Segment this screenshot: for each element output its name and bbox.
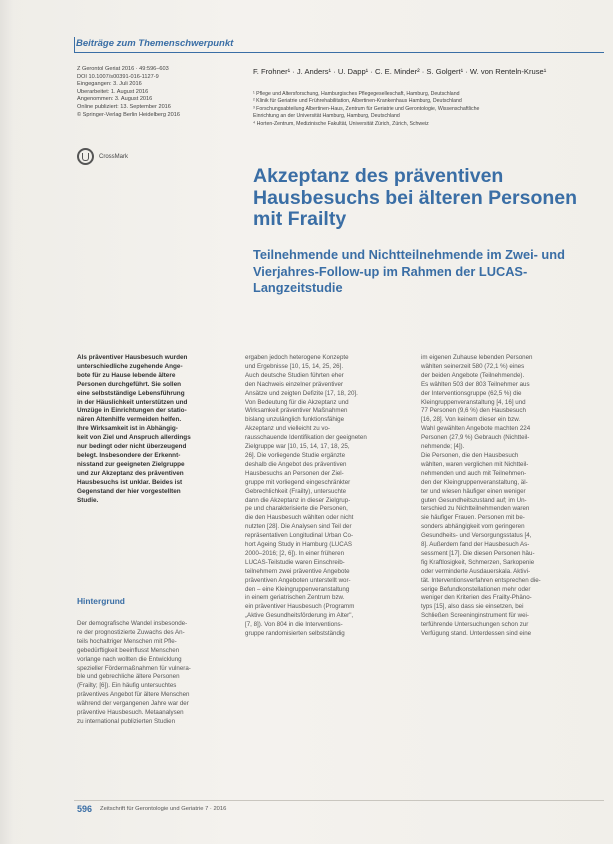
- body-text-line: fig Kraftlosigkeit, Schmerzen, Sarkopenie: [421, 558, 535, 566]
- abstract-line: Gegenstand der hier vorgestellten: [77, 487, 181, 495]
- metadata-line: Eingegangen: 3. Juli 2016: [77, 81, 142, 88]
- body-text-line: der Interventionsgruppe (62,5 %) die: [421, 389, 522, 397]
- body-text-line: wählten seinerzeit 580 (72,1 %) eines: [421, 362, 525, 370]
- body-text-line: bislang unzulänglich funktionsfähige: [245, 416, 345, 424]
- body-text-line: repräsentativen Longitudinal Urban Co-: [245, 532, 354, 540]
- body-text-line: Kleingruppenveranstaltung [4, 16] und: [421, 398, 526, 406]
- affiliation-line: ⁴ Horten-Zentrum, Medizinische Fakultät, Universität Zürich, Zürich, Schweiz: [253, 120, 429, 127]
- body-text-line: ergaben jedoch heterogene Konzepte: [245, 354, 349, 361]
- body-column-1: [77, 620, 227, 727]
- body-text-line: ter und wiesen häufiger einen weniger: [421, 487, 526, 495]
- body-text-line: LUCAS-Teilstudie waren Einschreib-: [245, 558, 345, 566]
- affiliation-line: ² Klinik für Geriatrie und Frührehabilitation, Albertinen-Krankenhaus Hamburg, Deutschland: [253, 98, 462, 105]
- body-text-line: Ansätze und zeigten Defizite [17, 18, 20].: [245, 389, 358, 397]
- body-text-line: und Ergebnisse [10, 15, 14, 25, 26].: [245, 362, 344, 370]
- affiliation-line: Einrichtung an der Universität Hamburg, Hamburg, Deutschland: [253, 113, 400, 120]
- body-column-2: [245, 354, 413, 639]
- body-text-line: Personen (27,9 %) Gebrauch (Nichtteil-: [421, 434, 530, 442]
- section-header: [74, 37, 604, 53]
- body-text-line: wählten, waren verglichen mit Nichtteil-: [421, 460, 529, 468]
- article-metadata: [77, 66, 247, 119]
- abstract-line: Als präventiver Hausbesuch wurden: [77, 354, 188, 361]
- body-text-line: sie häufiger Frauen. Personen mit be-: [421, 514, 525, 522]
- body-text-line: den – eine Kleingruppenveranstaltung: [245, 585, 350, 593]
- body-text-line: die den Hausbesuch wählten oder nicht: [245, 514, 354, 522]
- page-shadow: [0, 0, 14, 844]
- body-text-line: pe und charakterisierte die Personen,: [245, 505, 348, 513]
- body-text-line: Schließen Screeninginstrument für wei-: [421, 612, 529, 620]
- abstract-line: nären Altenhilfe vermeiden helfen.: [77, 416, 182, 424]
- body-text-line: guten Gesundheitszustand auf; im Un-: [421, 496, 527, 504]
- body-text-line: gruppe randomisierten selbstständig: [245, 630, 345, 638]
- body-text-line: Gebrechlichkeit (Frailty), untersuchte: [245, 487, 347, 495]
- body-text-line: [16, 28]. Von keinem dieser ein bzw.: [421, 416, 521, 424]
- abstract-line: nisstand zur geeigneten Zielgruppe: [77, 460, 185, 468]
- body-text-line: zu international publizierten Studien: [77, 717, 176, 725]
- body-text-line: vorlange nach wollten die Entwicklung: [77, 655, 182, 663]
- body-text-line: 8]. Außerdem fand der Hausbesuch As-: [421, 541, 530, 549]
- body-text-line: spezieller Fördermaßnahmen für vulnera-: [77, 664, 191, 672]
- body-text-line: Verfügung stand. Unterdessen sind eine: [421, 630, 532, 638]
- body-text-line: präventives Angebot für ältere Menschen: [77, 691, 190, 699]
- affiliation-line: ¹ Pflege und Altersforschung, Hamburgisches Pflegegeselleschaft, Hamburg, Deutschland: [253, 91, 460, 97]
- journal-name: Zeitschrift für Gerontologie und Geriatrie 7 · 2016: [100, 806, 227, 812]
- body-text-line: dann die Akzeptanz in dieser Zielgrup-: [245, 496, 351, 504]
- metadata-line: Online publiziert: 13. September 2016: [77, 103, 171, 110]
- body-text-line: gruppe mit vorliegend eingeschränkter: [245, 478, 351, 486]
- body-text-line: 26]. Die vorliegende Studie ergänzte: [245, 451, 346, 459]
- body-text-line: sonders abhängigkeit vom geringeren: [421, 523, 525, 531]
- body-text-line: den der Kleingruppenveranstaltung, äl-: [421, 478, 528, 486]
- abstract-line: in der Häuslichkeit unterstützen und: [77, 398, 188, 406]
- abstract-line: Personen durchgeführt. Sie sollen: [77, 380, 182, 388]
- body-text-line: 77 Personen (9,6 %) den Hausbesuch: [421, 407, 526, 415]
- body-text-line: deshalb die Angebot des präventiven: [245, 460, 347, 468]
- crossmark-icon: [77, 148, 94, 165]
- body-text-line: der beiden Angebote (Teilnehmende).: [421, 371, 525, 379]
- abstract-line: nur bedingt oder nicht überzeugend: [77, 443, 187, 451]
- author-list: F. Frohner¹ · J. Anders¹ · U. Dapp¹ · C. E. Minder² · S. Golgert¹ · W. von Renteln-Kruse¹: [253, 67, 547, 76]
- body-text-line: nehmende; [4]).: [421, 443, 465, 451]
- page-footer: [77, 804, 226, 814]
- body-text-line: Gesundheits- und Versorgungsstatus [4,: [421, 532, 532, 540]
- body-text-line: Hausbesuchs an Personen der Ziel-: [245, 469, 344, 477]
- footer-rule: [74, 800, 604, 801]
- body-text-line: [7, 8]). Von 804 in die Interventions-: [245, 621, 343, 629]
- body-text-line: im eigenen Zuhause lebenden Personen: [421, 354, 533, 361]
- abstract: [77, 354, 227, 505]
- body-text-line: nehmenden und auch mit Teilnehmen-: [421, 469, 527, 477]
- abstract-line: Umzüge in Einrichtungen der statio-: [77, 407, 187, 415]
- body-text-line: ble und gebrechliche ältere Personen: [77, 673, 180, 681]
- body-text-line: Wirksamkeit präventiver Maßnahmen: [245, 407, 348, 415]
- affiliation-line: ³ Forschungsabteilung Albertinen-Haus, Zentrum für Geriatrie und Gerontologie, Wissenschaftliche: [253, 105, 480, 112]
- body-text-line: Von Bedeutung für die Akzeptanz und: [245, 398, 349, 406]
- body-text-line: typs [15], also dass sie einsetzen, bei: [421, 603, 524, 611]
- body-column-3: [421, 354, 589, 639]
- body-text-line: terführende Untersuchungen schon zur: [421, 621, 529, 629]
- body-text-line: sessment [17]. Die diesen Personen häu-: [421, 549, 535, 557]
- article-subtitle: Teilnehmende und Nichtteilnehmende im Zwei- und Vierjahres-Follow-up im Rahmen der LUCAS-Langzeitstudie: [253, 247, 565, 295]
- body-text-line: ein präventiver Hausbesuch (Programm: [245, 603, 355, 611]
- body-text-line: in einem geriatrischen Zentrum bzw.: [245, 594, 345, 602]
- abstract-line: und zur Akzeptanz des präventiven: [77, 469, 184, 477]
- body-text-line: Akzeptanz und vielleicht zu vo-: [245, 425, 330, 433]
- body-text-line: präventive Hausbesuch. Metaanalysen: [77, 709, 184, 717]
- body-text-line: teilnehmern zwei präventive Angebote: [245, 567, 350, 575]
- body-text-line: gebedürftigkeit beeinflusst Menschen: [77, 646, 180, 654]
- body-text-line: Zielgruppe war [10, 15, 14, 17, 18, 25,: [245, 443, 350, 451]
- body-text-line: oder verminderte Ausdauerskala. Aktivi-: [421, 567, 531, 575]
- body-text-line: Wahl gewählten Angebote machten 224: [421, 425, 531, 433]
- body-text-line: serige Befundkonstellationen mehr oder: [421, 585, 531, 593]
- body-text-line: teils hochaltriger Menschen mit Pfle-: [77, 637, 177, 645]
- abstract-line: eine selbstständige Lebensführung: [77, 389, 185, 397]
- abstract-line: Hausbesuchs ist unklar. Beides ist: [77, 478, 183, 486]
- body-text-line: weniger den Kriterien des Frailty-Phäno-: [421, 594, 532, 602]
- metadata-line: © Springer-Verlag Berlin Heidelberg 2016: [77, 111, 181, 118]
- body-text-line: Der demografische Wandel insbesonde-: [77, 620, 188, 627]
- crossmark-badge[interactable]: [77, 148, 128, 165]
- body-text-line: während der vergangenen Jahre war der: [77, 700, 189, 708]
- body-text-line: terschied zu Nichtteilnehmenden waren: [421, 505, 530, 513]
- metadata-line: DOI 10.1007/s00391-016-1127-9: [77, 73, 159, 80]
- body-text-line: „Aktive Gesundheitsförderung im Alter",: [245, 612, 354, 620]
- page-number: 596: [77, 804, 93, 814]
- abstract-line: bote für zu Hause lebende ältere: [77, 371, 176, 379]
- body-text-line: rausschauende Identifikation der geeigneten: [245, 434, 367, 442]
- body-text-line: tät. Interventionsverfahren entsprechen die-: [421, 576, 541, 584]
- body-text-line: den Nachweis einzelner präventiver: [245, 380, 344, 388]
- body-text-line: Die Personen, die den Hausbesuch: [421, 451, 519, 459]
- metadata-line: Überarbeitet: 1. August 2016: [77, 88, 149, 95]
- section-heading-hintergrund: Hintergrund: [77, 596, 125, 606]
- metadata-line: Z Gerontol Geriat 2016 · 49:596–603: [77, 66, 169, 72]
- abstract-line: Ihre Wirksamkeit ist in Abhängig-: [77, 425, 178, 433]
- body-text-line: hort Ageing Study in Hamburg (LUCAS: [245, 541, 352, 549]
- section-header-rule: [74, 37, 75, 53]
- crossmark-label: CrossMark: [99, 153, 129, 160]
- article-title: Akzeptanz des präventiven Hausbesuchs bei älteren Personen mit Frailty: [253, 165, 578, 230]
- body-text-line: Auch deutsche Studien führten eher: [245, 371, 344, 379]
- body-text-line: nutzten [28]. Die Analysen sind Teil der: [245, 523, 352, 531]
- abstract-line: unterschiedliche zugehende Ange-: [77, 362, 183, 370]
- body-text-line: Es wählten 503 der 803 Teilnehmer aus: [421, 380, 530, 388]
- section-label: Beiträge zum Themenschwerpunkt: [76, 38, 234, 49]
- metadata-line: Angenommen: 3. August 2016: [77, 96, 153, 103]
- affiliations: [253, 91, 598, 128]
- body-text-line: (Frailty; [6]). Ein häufig untersuchtes: [77, 682, 177, 690]
- body-text-line: re der prognostizierte Zuwachs des An-: [77, 628, 185, 636]
- abstract-line: Studie.: [77, 496, 99, 504]
- body-text-line: präventiven Angeboten unterstellt wor-: [245, 576, 351, 584]
- abstract-line: belegt. Insbesondere der Erkennt-: [77, 451, 181, 459]
- body-text-line: 2000–2016; [2, 6]). In einer früheren: [245, 549, 345, 557]
- abstract-line: keit von Ziel und Anspruch allerdings: [77, 434, 191, 442]
